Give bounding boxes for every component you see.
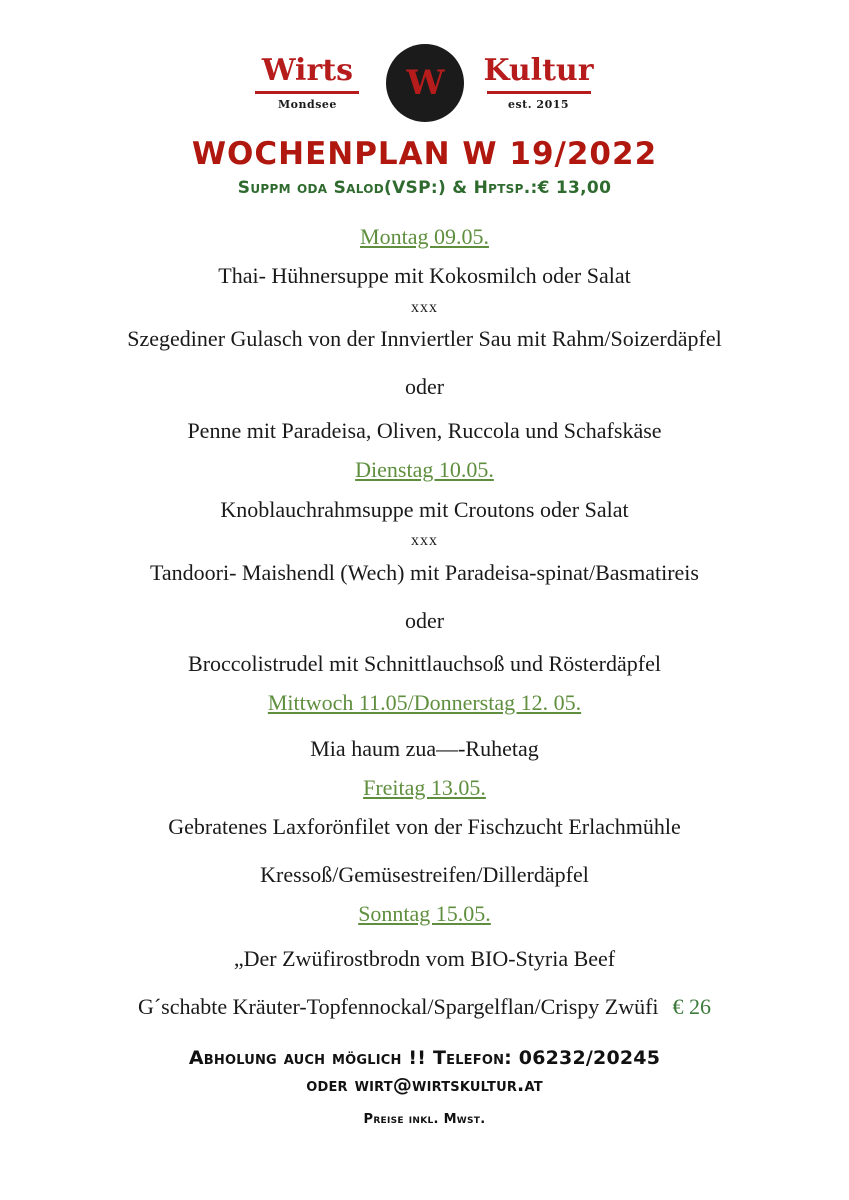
day-block <box>40 224 809 447</box>
menu-line-text: Penne mit Paradeisa, Oliven, Ruccola und Schafskäse <box>187 418 662 444</box>
menu-line-text: xxx <box>411 299 438 317</box>
footer-email-line: oder wirt@wirtskultur.at <box>306 1074 543 1097</box>
weekly-menu <box>40 214 809 1031</box>
menu-line-text: oder <box>404 374 445 400</box>
menu-line-text: Mia haum zua—-Ruhetag <box>310 735 539 761</box>
logo-word-right: Kultur <box>483 52 594 88</box>
menu-line-price: € 26 <box>672 994 712 1020</box>
menu-line <box>40 648 809 680</box>
logo-right-group <box>483 52 594 111</box>
day-block <box>40 775 809 891</box>
day-block <box>40 901 809 1023</box>
logo-monogram-icon: W <box>406 63 443 103</box>
menu-line <box>40 260 809 292</box>
menu-line-text: G´schabte Kräuter-Topfennockal/Spargelflan/Crispy Zwüfi <box>137 994 659 1020</box>
page-subtitle: Suppm oda Salod(VSP:) & Hptsp.:€ 13,00 <box>237 178 612 198</box>
footer <box>189 1045 660 1127</box>
logo-sub-left: Mondsee <box>278 97 337 111</box>
menu-line <box>40 859 809 891</box>
menu-line <box>40 943 809 975</box>
restaurant-logo <box>261 42 594 124</box>
menu-line-text: Knoblauchrahmsuppe mit Croutons oder Salat <box>220 496 629 522</box>
day-block <box>40 457 809 680</box>
menu-line-text: Broccolistrudel mit Schnittlauchsoß und Rösterdäpfel <box>188 651 661 677</box>
menu-line <box>40 811 809 843</box>
day-title: Freitag 13.05. <box>363 774 486 800</box>
menu-line <box>40 605 809 637</box>
logo-word-left: Wirts <box>261 52 354 88</box>
menu-line <box>40 494 809 526</box>
menu-line-text: Tandoori- Maishendl (Wech) mit Paradeisa-spinat/Basmatireis <box>150 559 699 585</box>
day-title: Montag 09.05. <box>360 224 489 249</box>
menu-line-text: xxx <box>411 532 438 550</box>
day-title: Sonntag 15.05. <box>358 900 491 926</box>
menu-line-text: oder <box>404 607 445 633</box>
day-block <box>40 690 809 764</box>
menu-line <box>40 557 809 589</box>
menu-line-text: Gebratenes Laxforönfilet von der Fischzucht Erlachmühle <box>168 813 681 839</box>
footer-price-note: Preise inkl. Mwst. <box>363 1112 486 1127</box>
menu-line-text: Thai- Hühnersuppe mit Kokosmilch oder Salat <box>218 263 631 289</box>
menu-line <box>40 991 809 1023</box>
day-title: Dienstag 10.05. <box>355 457 494 483</box>
menu-line-text: „Der Zwüfirostbrodn vom BIO-Styria Beef <box>233 946 616 972</box>
logo-rule-left <box>255 91 359 94</box>
logo-rule-right <box>487 91 591 94</box>
footer-phone-line: Abholung auch möglich !! Telefon: 06232/20245 <box>188 1046 661 1069</box>
menu-line <box>40 529 809 552</box>
logo-left-group <box>255 52 359 111</box>
menu-line <box>40 415 809 447</box>
menu-line <box>40 733 809 765</box>
menu-line-text: Kressoß/Gemüsestreifen/Dillerdäpfel <box>260 861 589 887</box>
menu-line <box>40 296 809 319</box>
menu-line <box>40 371 809 403</box>
page-title: WOCHENPLAN W 19/2022 <box>191 136 658 172</box>
menu-line-text: Szegediner Gulasch von der Innviertler Sau mit Rahm/Soizerdäpfel <box>127 326 722 352</box>
day-title: Mittwoch 11.05/Donnerstag 12. 05. <box>267 690 582 716</box>
logo-sub-right: est. 2015 <box>507 97 570 111</box>
menu-line <box>40 323 809 355</box>
